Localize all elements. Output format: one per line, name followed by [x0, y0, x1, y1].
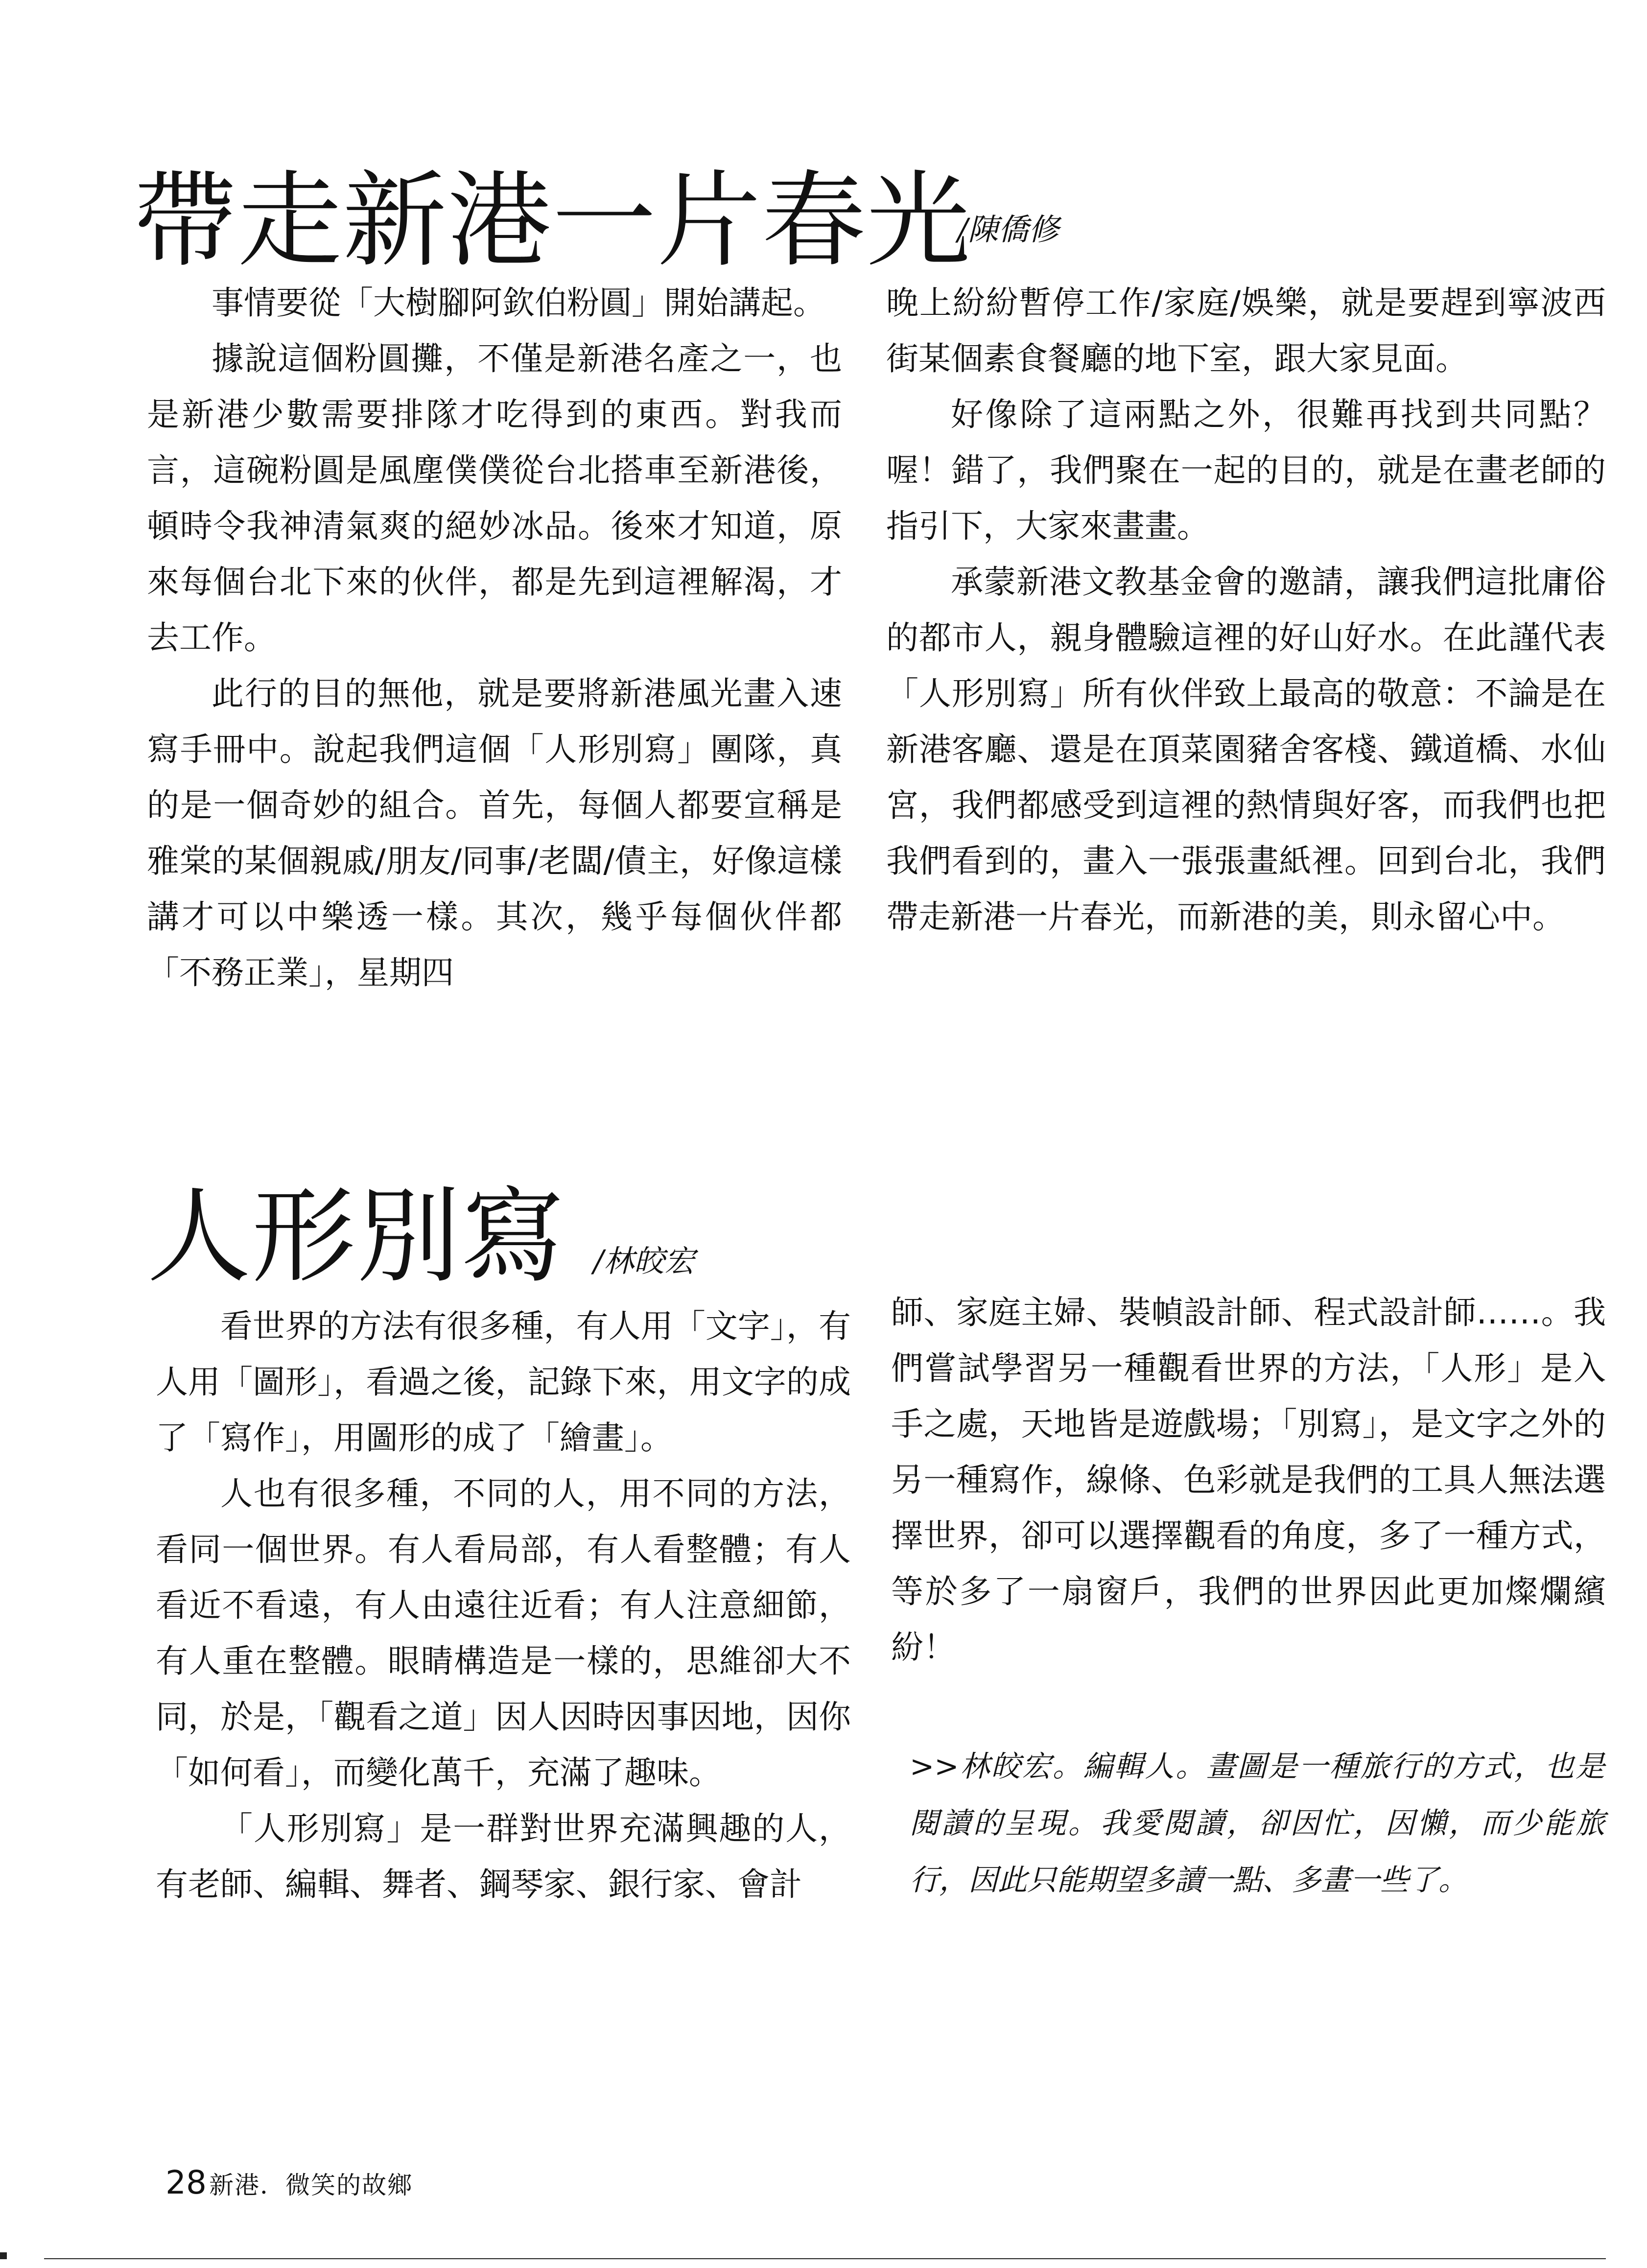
- article1-left-paragraph-3: 此行的目的無他，就是要將新港風光畫入速寫手冊中。說起我們這個「人形別寫」團隊，真的是一個奇妙的組合。首先，每個人都要宣稱是雅棠的某個親戚/朋友/同事/老闆/債主，好像這樣講才可以中樂透一樣。其次，幾乎每個伙伴都「不務正業」，星期四: [147, 675, 842, 992]
- article2-left-column: [156, 1299, 851, 1913]
- article2-left-paragraph-1: 看世界的方法有很多種，有人用「文字」，有人用「圖形」，看過之後，記錄下來，用文字的成了「寫作」，用圖形的成了「繪畫」。: [156, 1307, 851, 1457]
- author-bio-text: >>林皎宏。編輯人。畫圖是一種旅行的方式，也是閱讀的呈現。我愛閱讀，卻因忙，因懶，而少能旅行，因此只能期望多讀一點、多畫一些了。: [910, 1749, 1605, 1897]
- article1-right-continuation: 晚上紛紛暫停工作/家庭/娛樂，就是要趕到寧波西街某個素食餐廳的地下室，跟大家見面。: [886, 284, 1606, 378]
- page-number: 28: [165, 2164, 207, 2201]
- article2-byline: /林皎宏: [593, 1243, 695, 1279]
- page-footer: [165, 2164, 413, 2201]
- article1-left-column: [147, 275, 842, 1001]
- article1-right-paragraph-1: 好像除了這兩點之外，很難再找到共同點？喔！錯了，我們聚在一起的目的，就是在畫老師的指引下，大家來畫畫。: [886, 396, 1606, 545]
- article2-left-paragraph-3: 「人形別寫」是一群對世界充滿興趣的人，有老師、編輯、舞者、鋼琴家、銀行家、會計: [156, 1810, 851, 1903]
- article1-left-paragraph-1: 事情要從「大樹腳阿欽伯粉圓」開始講起。: [212, 284, 825, 322]
- article2-right-continuation: 師、家庭主婦、裝幀設計師、程式設計師……。我們嘗試學習另一種觀看世界的方法，「人形」是入手之處，天地皆是遊戲場；「別寫」，是文字之外的另一種寫作，線條、色彩就是我們的工具人無法選擇世界，卻可以選擇觀看的角度，多了一種方式，等於多了一扇窗戶，我們的世界因此更加燦爛繽紛！: [891, 1294, 1606, 1666]
- article1-left-paragraph-2: 據說這個粉圓攤，不僅是新港名產之一，也是新港少數需要排隊才吃得到的東西。對我而言，這碗粉圓是風塵僕僕從台北搭車至新港後，頓時令我神清氣爽的絕妙冰品。後來才知道，原來每個台北下來的伙伴，都是先到這裡解渴，才去工作。: [147, 340, 842, 657]
- article2-right-column: [891, 1285, 1606, 1676]
- author-bio: [910, 1738, 1605, 1909]
- publication-name: 新港．微笑的故鄉: [209, 2171, 413, 2199]
- scan-edge-line: [44, 2258, 1606, 2259]
- article2-title: 人形別寫: [147, 1176, 566, 1297]
- article1-title: 帶走新港一片春光: [133, 160, 971, 281]
- scan-edge-mark: [0, 2252, 7, 2259]
- article1-byline: /陳僑修: [958, 212, 1059, 247]
- article1-right-column: [886, 275, 1606, 945]
- article2-left-paragraph-2: 人也有很多種，不同的人，用不同的方法，看同一個世界。有人看局部，有人看整體；有人看近不看遠，有人由遠往近看；有人注意細節，有人重在整體。眼睛構造是一樣的，思維卻大不同，於是，「觀看之道」因人因時因事因地，因你「如何看」，而變化萬千，充滿了趣味。: [156, 1475, 851, 1792]
- article1-right-paragraph-2: 承蒙新港文教基金會的邀請，讓我們這批庸俗的都市人，親身體驗這裡的好山好水。在此謹代表「人形別寫」所有伙伴致上最高的敬意：不論是在新港客廳、還是在頂菜園豬舍客棧、鐵道橋、水仙宮，我們都感受到這裡的熱情與好客，而我們也把我們看到的，畫入一張張畫紙裡。回到台北，我們帶走新港一片春光，而新港的美，則永留心中。: [886, 563, 1606, 936]
